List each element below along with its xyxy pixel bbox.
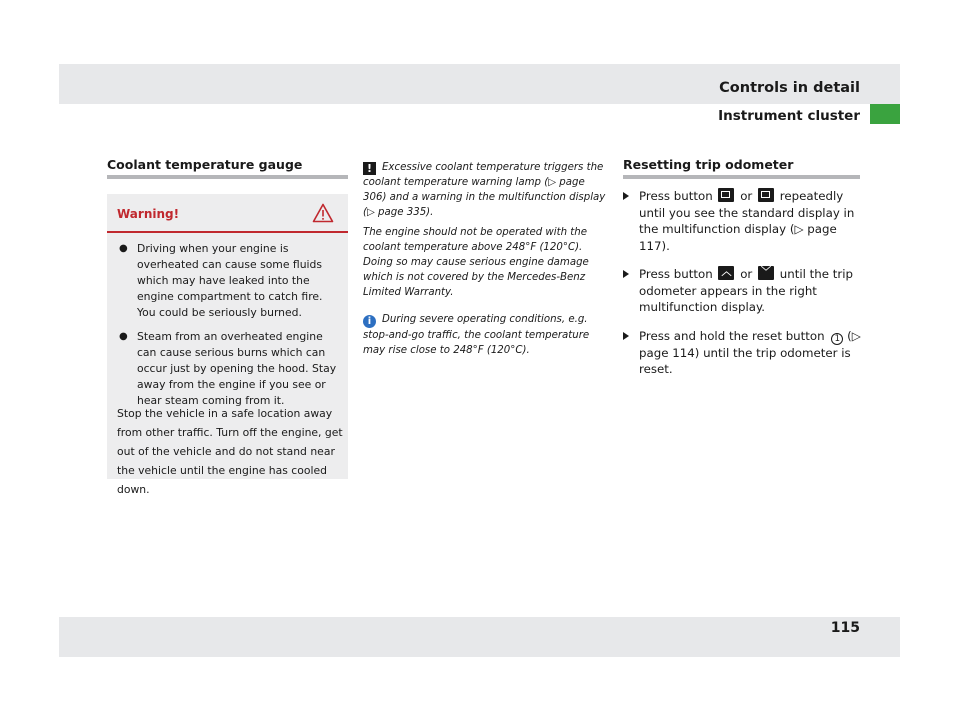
warning-bullet-list [117, 241, 341, 417]
info-icon: i [363, 315, 376, 328]
display-select-next-icon [718, 188, 734, 202]
bullet-dot-icon: ● [119, 331, 128, 342]
notice-paragraph: ! Excessive coolant temperature triggers the coolant temperature warning lamp (▷ page 306) and a warning in the multifunction display (▷ page 335). [363, 162, 606, 218]
step-arrow-icon [623, 332, 629, 340]
warning-box [107, 194, 348, 496]
reset-step: Press button ︿ or ﹀ until the trip odometer appears in the right multifunction display. [623, 266, 868, 316]
warning-divider [107, 231, 348, 233]
chapter-tab-marker [870, 104, 900, 124]
reset-button-callout-icon: 1 [831, 333, 843, 345]
step-arrow-icon [623, 192, 629, 200]
reset-heading-rule [623, 175, 860, 179]
coolant-heading-rule [107, 175, 348, 179]
chapter-title: Controls in detail [719, 80, 860, 96]
warning-triangle-icon [312, 203, 334, 223]
warning-title: Warning! [117, 207, 180, 221]
footer-band [59, 617, 900, 657]
reset-heading: Resetting trip odometer [623, 157, 794, 172]
notice-exclamation-icon: ! [363, 162, 376, 175]
step-arrow-icon [623, 270, 629, 278]
reset-step: Press button or repeatedly until you see the standard display in the multifunction display (▷ page 117). [623, 188, 868, 254]
coolant-heading: Coolant temperature gauge [107, 157, 303, 172]
info-paragraph: i During severe operating conditions, e.g. stop-and-go traffic, the coolant temperature may rise close to 248°F (120°C). [363, 314, 590, 356]
notice-paragraph-2: The engine should not be operated with the coolant temperature above 248°F (120°C). Doing so may cause serious engine damage which is not covered by the Mercedes-Benz Limited Warranty. [363, 227, 589, 298]
reset-steps-list [623, 188, 868, 390]
page-number: 115 [830, 620, 860, 636]
bullet-dot-icon: ● [119, 243, 128, 254]
warning-bullet: ● Steam from an overheated engine can cause serious burns which can occur just by opening the hood. Stay away from the engine if you see or hear steam coming from it. [119, 330, 337, 407]
up-arrow-button-icon: ︿ [718, 266, 734, 280]
warning-closing-text: Stop the vehicle in a safe location away from other traffic. Turn off the engine, get out of the vehicle and do not stand near the vehicle until the engine has cooled down. [117, 407, 343, 496]
section-title: Instrument cluster [718, 108, 860, 124]
warning-bullet: ● Driving when your engine is overheated can cause some fluids which may have leaked into the engine compartment to catch fire. You could be seriously burned. [119, 242, 323, 319]
display-select-prev-icon [758, 188, 774, 202]
reset-step: Press and hold the reset button 1 (▷ page 114) until the trip odometer is reset. [623, 328, 868, 378]
down-arrow-button-icon: ﹀ [758, 266, 774, 280]
